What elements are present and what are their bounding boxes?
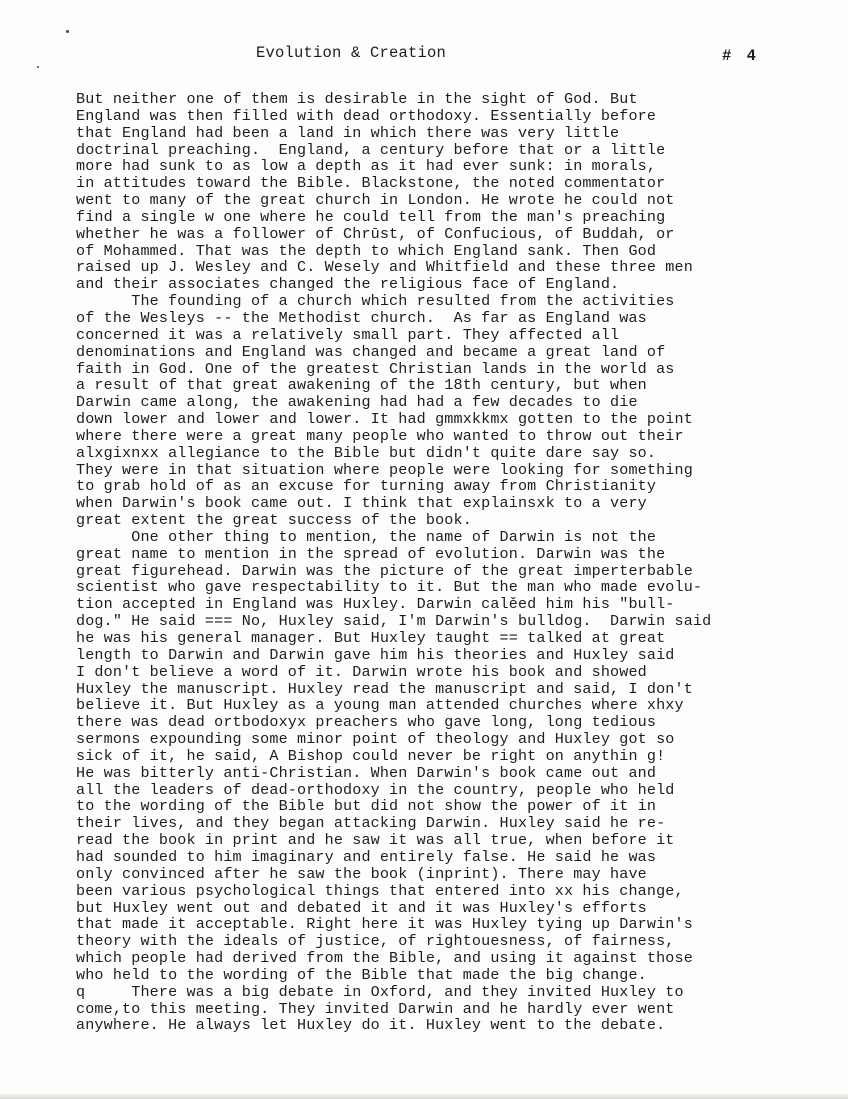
stray-ink-mark bbox=[37, 66, 39, 68]
text-line: he was his general manager. But Huxley taught == talked at great bbox=[76, 629, 666, 647]
text-line: and their associates changed the religious face of England. bbox=[76, 275, 620, 294]
text-line: sick of it, he said, A Bishop could never be right on anythin g! bbox=[76, 746, 666, 765]
text-line: down lower and lower and lower. It had gmmxkkmx gotten to the point bbox=[76, 410, 693, 429]
text-line: scientist who gave respectability to it. But the man who made evolu- bbox=[76, 578, 703, 597]
text-line: great figurehead. Darwin was the picture of the great imperterbable bbox=[76, 561, 693, 580]
text-line: dog." He said === No, Huxley said, I'm Darwin's bulldog. Darwin said bbox=[76, 612, 712, 631]
text-line: whether he was a follower of Chrūst, of Confucious, of Buddah, or bbox=[76, 224, 675, 243]
text-line: theory with the ideals of justice, of rightouesness, of fairness, bbox=[76, 932, 675, 951]
text-line: Huxley the manuscript. Huxley read the manuscript and said, I don't bbox=[76, 679, 693, 698]
text-line: The founding of a church which resulted from the activities bbox=[76, 292, 675, 311]
text-line: I don't believe a word of it. Darwin wrote his book and showed bbox=[76, 662, 647, 681]
text-line: length to Darwin and Darwin gave him his theories and Huxley said bbox=[76, 645, 675, 664]
text-line: their lives, and they began attacking Darwin. Huxley said he re- bbox=[76, 814, 666, 833]
text-line: tion accepted in England was Huxley. Darwin calěed him his "bull- bbox=[76, 595, 675, 614]
text-line: of the Wesleys -- the Methodist church. As far as England was bbox=[76, 308, 647, 327]
text-line: which people had derived from the Bible, and using it against those bbox=[76, 949, 693, 968]
text-line: that made it acceptable. Right here it was Huxley tying up Darwin's bbox=[76, 915, 693, 934]
text-line: who held to the wording of the Bible that made the big change. bbox=[76, 965, 647, 984]
text-line: doctrinal preaching. England, a century before that or a little bbox=[76, 140, 666, 159]
text-line: where there were a great many people who wanted to throw out their bbox=[76, 426, 684, 445]
text-line: alxgixnxx allegiance to the Bible but didn't quite dare say so. bbox=[76, 443, 657, 462]
text-line: denominations and England was changed and became a great land of bbox=[76, 342, 666, 361]
page-number: # 4 bbox=[722, 47, 759, 65]
text-line: They were in that situation where people were looking for something bbox=[76, 460, 693, 479]
text-line: come,to this meeting. They invited Darwin and he hardly ever went bbox=[76, 999, 675, 1018]
text-line: concerned it was a relatively small part. They affected all bbox=[76, 325, 620, 344]
text-line: that England had been a land in which there was very little bbox=[76, 123, 620, 142]
text-line: He was bitterly anti-Christian. When Darwin's book came out and bbox=[76, 763, 657, 782]
text-line: faith in God. One of the greatest Christian lands in the world as bbox=[76, 359, 675, 378]
text-line: only convinced after he saw the book (inprint). There may have bbox=[76, 864, 647, 883]
text-line: Darwin came along, the awakening had had a few decades to die bbox=[76, 393, 638, 412]
text-line: great extent the great success of the book. bbox=[76, 511, 472, 530]
text-line: been various psychological things that entered into xx his change, bbox=[76, 881, 684, 900]
page-bottom-edge bbox=[0, 1093, 848, 1099]
text-line: read the book in print and he saw it was all true, when before it bbox=[76, 831, 675, 850]
text-line: great name to mention in the spread of evolution. Darwin was the bbox=[76, 544, 666, 563]
text-line: anywhere. He always let Huxley do it. Huxley went to the debate. bbox=[76, 1016, 666, 1035]
text-line: when Darwin's book came out. I think that explainsxk to a very bbox=[76, 494, 647, 513]
text-line: One other thing to mention, the name of Darwin is not the bbox=[76, 527, 657, 546]
text-line: there was dead ortbodoxyx preachers who gave long, long tedious bbox=[76, 713, 657, 732]
text-line: England was then filled with dead orthodoxy. Essentially before bbox=[76, 106, 657, 125]
text-line: but Huxley went out and debated it and it was Huxley's efforts bbox=[76, 898, 647, 917]
text-line: all the leaders of dead-orthodoxy in the country, people who held bbox=[76, 780, 675, 799]
text-line: of Mohammed. That was the depth to which England sank. Then God bbox=[76, 241, 657, 260]
stray-ink-mark bbox=[66, 30, 69, 33]
text-line: raised up J. Wesley and C. Wesely and Whitfield and these three men bbox=[76, 258, 693, 277]
document-body bbox=[76, 91, 776, 1034]
text-line: q There was a big debate in Oxford, and they invited Huxley to bbox=[76, 982, 684, 1001]
text-line: had sounded to him imaginary and entirely false. He said he was bbox=[76, 847, 657, 866]
text-line: in attitudes toward the Bible. Blackstone, the noted commentator bbox=[76, 174, 666, 193]
page-title: Evolution & Creation bbox=[256, 44, 447, 62]
text-line: a result of that great awakening of the 18th century, but when bbox=[76, 376, 647, 395]
text-line: But neither one of them is desirable in the sight of God. But bbox=[76, 90, 638, 108]
text-line: went to many of the great church in London. He wrote he could not bbox=[76, 191, 675, 210]
text-line: more had sunk to as low a depth as it had ever sunk: in morals, bbox=[76, 157, 657, 176]
text-line: find a single w one where he could tell from the man's preaching bbox=[76, 207, 666, 226]
text-line: to grab hold of as an excuse for turning away from Christianity bbox=[76, 477, 657, 496]
text-line: to the wording of the Bible but did not show the power of it in bbox=[76, 797, 657, 816]
text-line: believe it. But Huxley as a young man attended churches where xhxy bbox=[76, 696, 684, 715]
text-line: sermons expounding some minor point of theology and Huxley got so bbox=[76, 730, 675, 749]
